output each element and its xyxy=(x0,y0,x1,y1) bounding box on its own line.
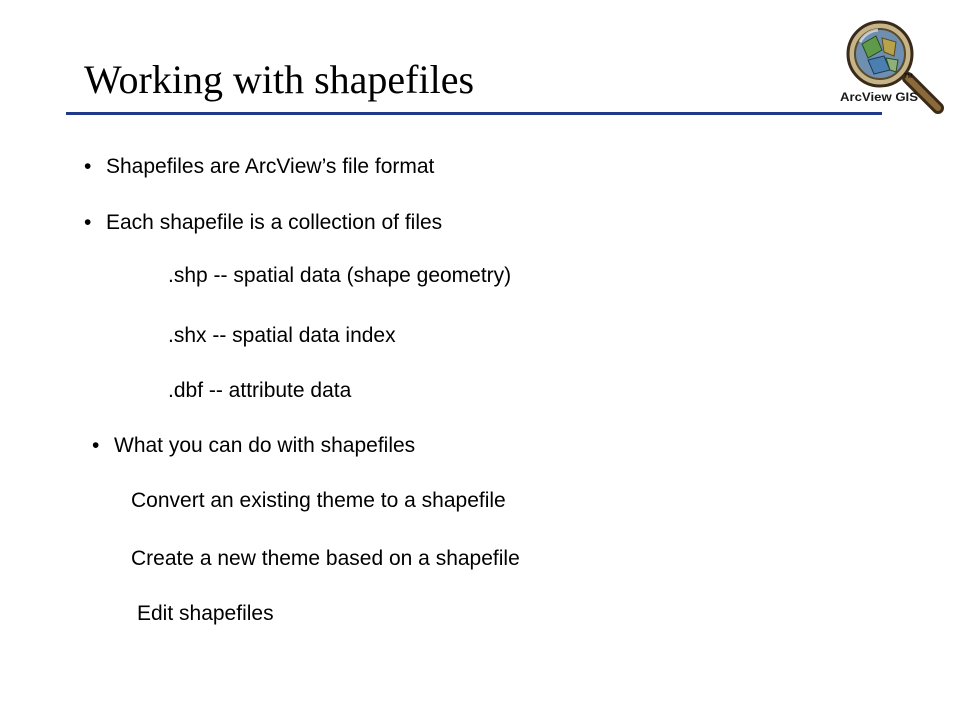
logo-text: ArcView GIS xyxy=(840,90,918,104)
bullet-glyph: • xyxy=(84,211,92,234)
arcview-logo xyxy=(838,16,948,116)
sub-line-create: Create a new theme based on a shapefile xyxy=(131,547,520,570)
bullet-text: Shapefiles are ArcView’s file format xyxy=(106,155,435,178)
bullet-line-3 xyxy=(92,432,415,460)
title-underline xyxy=(66,112,882,115)
sub-line-edit: Edit shapefiles xyxy=(137,602,274,625)
sub-line-dbf: .dbf -- attribute data xyxy=(168,379,352,402)
logo-tm: TM xyxy=(904,74,913,80)
bullet-text: What you can do with shapefiles xyxy=(114,434,416,457)
bullet-line-1 xyxy=(84,153,434,181)
sub-line-convert: Convert an existing theme to a shapefile xyxy=(131,489,506,512)
sub-line-shx: .shx -- spatial data index xyxy=(168,324,396,347)
slide-title: Working with shapefiles xyxy=(84,57,475,102)
bullet-text: Each shapefile is a collection of files xyxy=(106,211,443,234)
bullet-glyph: • xyxy=(84,155,92,178)
sub-line-shp: .shp -- spatial data (shape geometry) xyxy=(168,264,512,287)
bullet-line-2 xyxy=(84,209,442,237)
bullet-glyph: • xyxy=(92,434,100,457)
